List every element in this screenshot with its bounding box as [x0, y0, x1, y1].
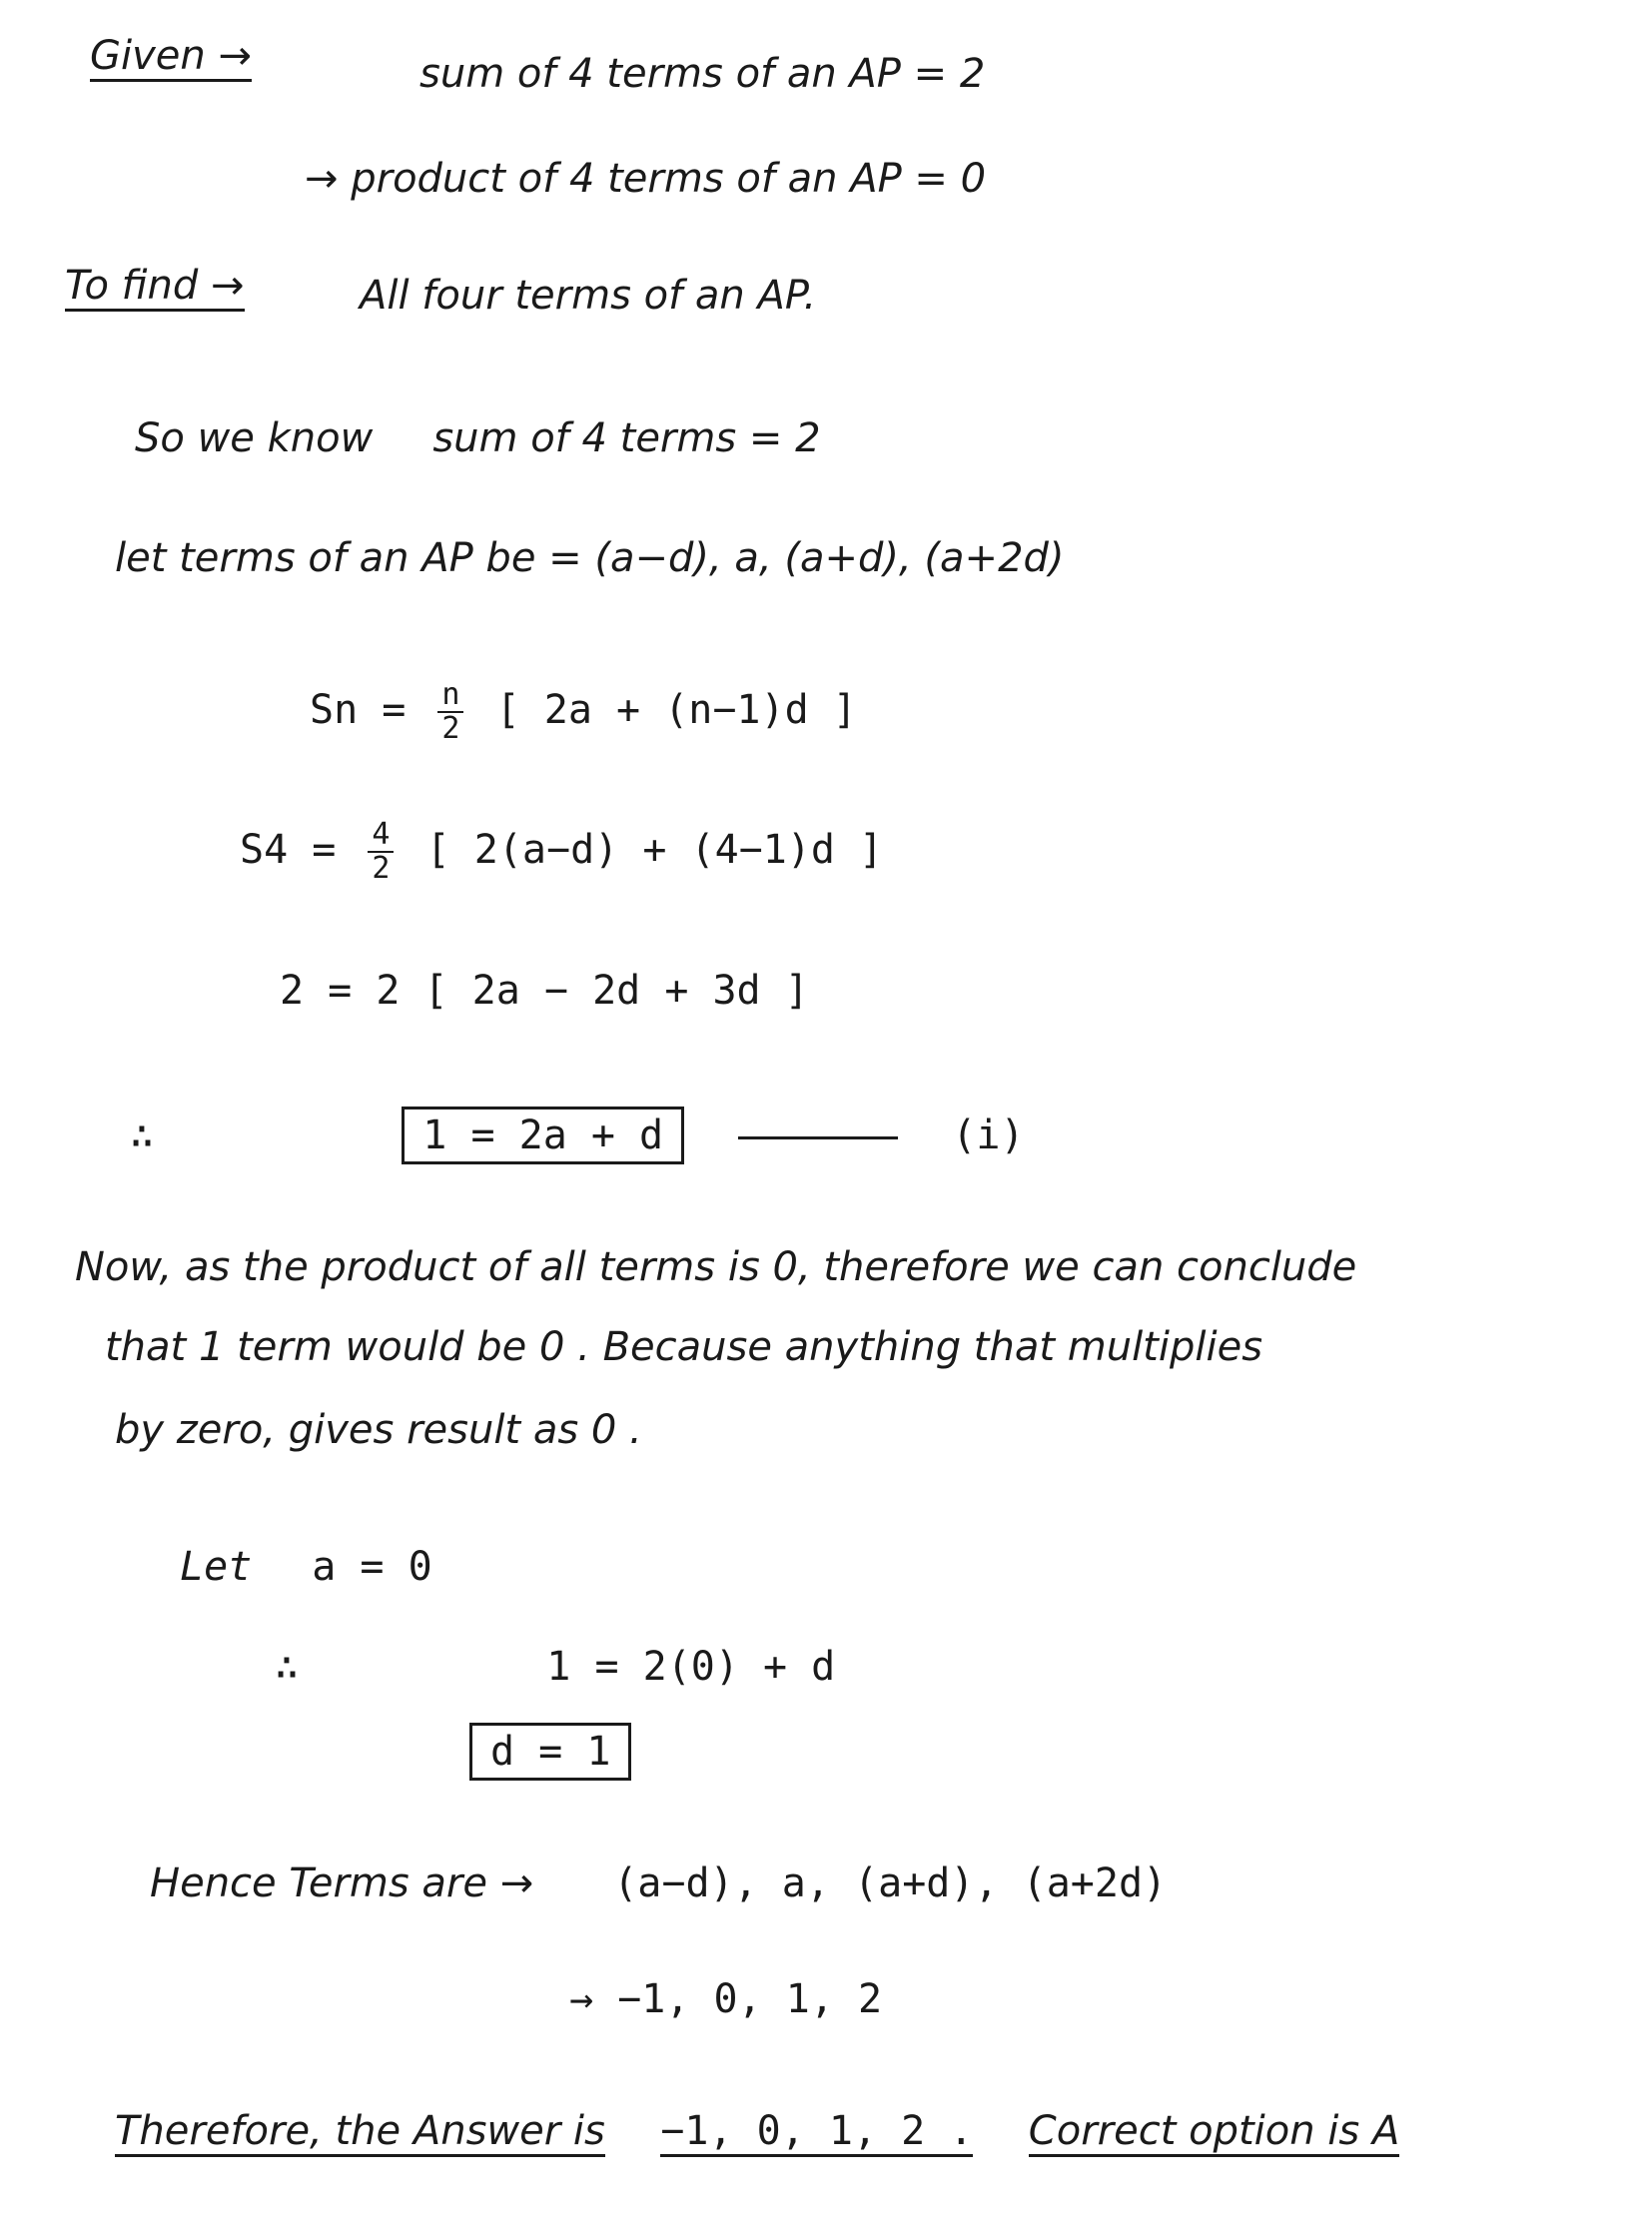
fraction-n-over-2: $\frac{n}{2}$: [437, 679, 463, 745]
boxed-result: 1 = 2a + d: [402, 1107, 684, 1164]
therefore-symbol: ∴: [130, 1112, 155, 1158]
correct-option: Correct option is A: [1029, 2108, 1400, 2157]
to-find-text: All four terms of an AP.: [360, 273, 817, 319]
now-para-line-2: that 1 term would be 0 . Because anything that multiplies: [105, 1324, 1263, 1370]
answer-text: Therefore, the Answer is: [115, 2108, 605, 2157]
let-a-line: Let a = 0: [180, 1544, 432, 1590]
answer-values: −1, 0, 1, 2 .: [660, 2108, 973, 2157]
given-product-line: → product of 4 terms of an AP = 0: [305, 156, 987, 202]
know-text: sum of 4 terms = 2: [432, 415, 821, 461]
equation-tag: (i): [952, 1112, 1025, 1158]
boxed-d-value: d = 1: [469, 1723, 631, 1781]
fraction-4-over-2: $\frac{4}{2}$: [368, 819, 394, 885]
result-equation-i: [130, 1107, 1025, 1164]
hence-line: Hence Terms are → (a−d), a, (a+d), (a+2d): [150, 1860, 1168, 1906]
sum-substitution: S4 = $\frac{4}{2}$ [ 2(a−d) + (4−1)d ]: [240, 817, 884, 886]
to-find-label: To find →: [65, 262, 245, 310]
know-line: [135, 414, 821, 462]
answer-line: [115, 2107, 1399, 2155]
let-terms-line: let terms of an AP be = (a−d), a, (a+d), (a+2d): [115, 535, 1065, 581]
now-para-line-1: Now, as the product of all terms is 0, therefore we can conclude: [75, 1244, 1357, 1290]
sum-simplified: 2 = 2 [ 2a − 2d + 3d ]: [280, 968, 809, 1014]
now-para-line-3: by zero, gives result as 0 .: [115, 1407, 642, 1453]
values-line: → −1, 0, 1, 2: [569, 1976, 883, 2022]
sum-formula: Sn = $\frac{n}{2}$ [ 2a + (n−1)d ]: [310, 677, 857, 746]
dash-line: [738, 1136, 898, 1139]
substitute-a-line: ∴ 1 = 2(0) + d: [275, 1644, 836, 1690]
given-label: Given →: [90, 32, 252, 80]
given-sum-line: sum of 4 terms of an AP = 2: [419, 51, 986, 97]
know-lead: So we know: [135, 415, 374, 461]
d-value-line: [469, 1723, 631, 1781]
